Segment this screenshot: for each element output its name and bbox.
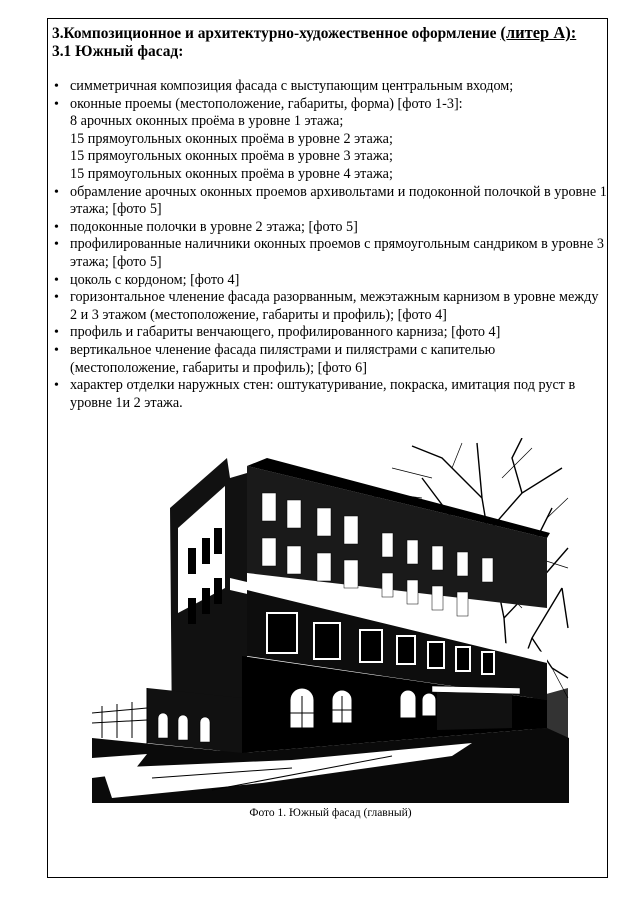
subsection-heading: 3.1 Южный фасад: [52, 43, 184, 60]
list-item: • обрамление арочных оконных проемов архивольтами и подоконной полочкой в уровне 1 этажа; [фото 5] [52, 184, 607, 219]
list-item: • цоколь с кордоном; [фото 4] [52, 272, 607, 290]
photo-caption: Фото 1. Южный фасад (главный) [249, 807, 412, 819]
list-item: • подоконные полочки в уровне 2 этажа; [фото 5] [52, 219, 607, 237]
list-item: • вертикальное членение фасада пилястрами и пилястрами с капителью (местоположение, габариты и профиль); [фото 6] [52, 342, 607, 377]
list-subitem: 15 прямоугольных оконных проёма в уровне 2 этажа; [70, 130, 393, 147]
section-title-lit: (литер А): [500, 23, 577, 42]
list-subitem: 15 прямоугольных оконных проёма в уровне 4 этажа; [70, 165, 393, 182]
list-item: • характер отделки наружных стен: оштукатуривание, покраска, имитация под руст в уровне 1и 2 этажа. [52, 377, 607, 412]
list-item: • профиль и габариты венчающего, профилированного карниза; [фото 4] [52, 324, 607, 342]
list-item: • горизонтальное членение фасада разорванным, межэтажным карнизом в уровне между 2 и 3 этажом (местоположение, габариты и профиль); [фото 4] [52, 289, 607, 324]
feature-list [52, 78, 607, 412]
facade-photo [92, 438, 569, 803]
section-heading [52, 23, 602, 43]
list-subitem: 8 арочных оконных проёма в уровне 1 этажа; [70, 113, 344, 130]
list-item: • симметричная композиция фасада с выступающим центральным входом; [52, 78, 607, 96]
section-title: 3.Композиционное и архитектурно-художественное оформление [52, 25, 501, 42]
list-subitem: 15 прямоугольных оконных проёма в уровне 3 этажа; [70, 148, 393, 165]
list-item: • профилированные наличники оконных проемов с прямоугольным сандриком в уровне 3 этажа; [фото 5] [52, 236, 607, 271]
list-item: • оконные проемы (местоположение, габариты, форма) [фото 1-3]: 8 арочных оконных проёма в уровне 1 этажа; 15 прямоугольных оконных проёма в уровне 2 этажа; 15 прямоугольных оконных проёма в уровне 3 этажа; 15 прямоугольных оконных проёма в уровне 4 этажа; [52, 96, 607, 184]
